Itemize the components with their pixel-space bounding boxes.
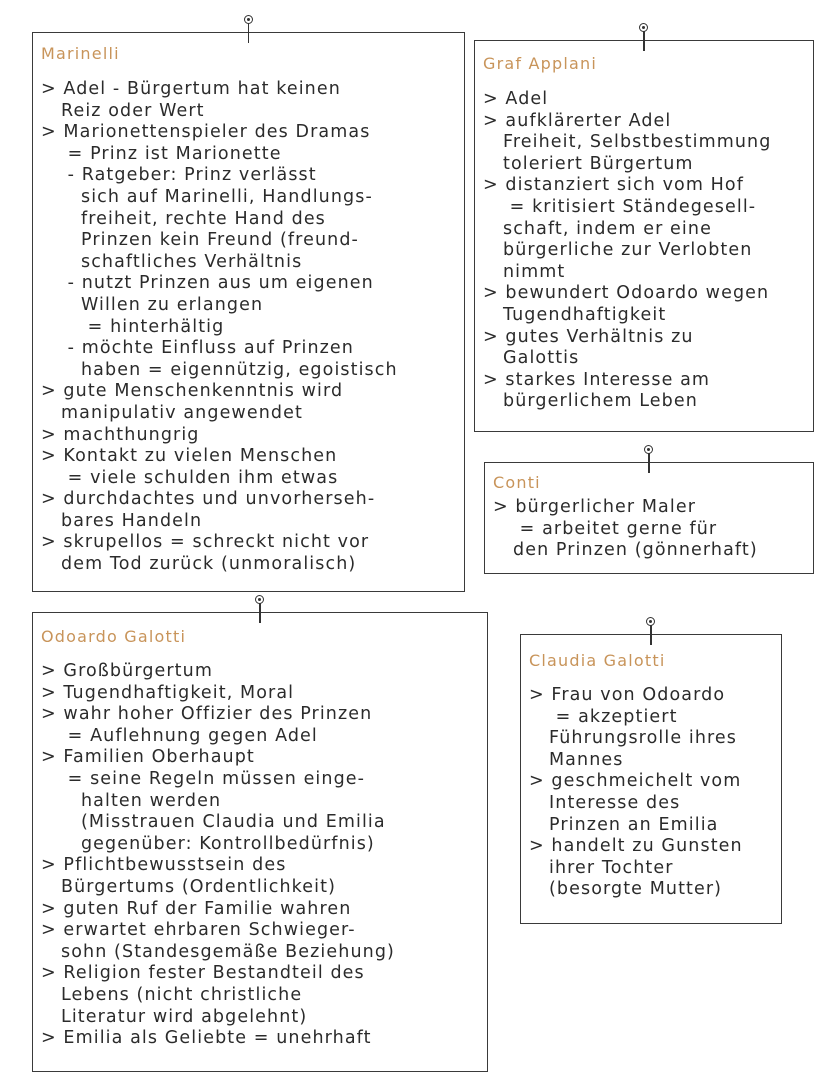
note-line: > Marionettenspieler des Dramas	[41, 122, 371, 143]
note-line: dem Tod zurück (unmoralisch)	[41, 554, 357, 575]
note-line: > Familien Oberhaupt	[41, 747, 255, 768]
note-line: > distanziert sich vom Hof	[483, 175, 744, 196]
note-line: > geschmeichelt vom	[529, 771, 742, 792]
note-line: Prinzen an Emilia	[529, 814, 719, 835]
note-line: > Frau von Odoardo	[529, 685, 726, 705]
note-line: sohn (Standesgemäße Beziehung)	[41, 941, 395, 962]
pin-icon	[254, 595, 266, 625]
note-line: schaftliches Verhältnis	[41, 251, 303, 272]
note-line: den Prinzen (gönnerhaft)	[493, 540, 758, 561]
note-line: = Auflehnung gegen Adel	[41, 725, 318, 746]
note-line: toleriert Bürgertum	[483, 153, 694, 174]
note-line: = seine Regeln müssen einge-	[41, 768, 366, 789]
note-line: bürgerlichem Leben	[483, 391, 698, 412]
note-lines	[41, 661, 483, 1050]
card-title: Marinelli	[41, 44, 120, 63]
pin-icon	[645, 617, 657, 647]
note-line: Bürgertums (Ordentlichkeit)	[41, 876, 337, 897]
card-conti	[484, 462, 814, 574]
note-line: manipulativ angewendet	[41, 402, 303, 423]
card-title: Odoardo Galotti	[41, 627, 187, 646]
note-line: halten werden	[41, 790, 222, 811]
note-line: > erwartet ehrbaren Schwieger-	[41, 920, 356, 941]
note-lines	[529, 685, 777, 901]
note-line: > gute Menschenkenntnis wird	[41, 381, 344, 402]
note-line: > bewundert Odoardo wegen	[483, 283, 770, 304]
note-line: > Religion fester Bestandteil des	[41, 963, 365, 984]
note-line: Mannes	[529, 749, 624, 770]
note-line: = viele schulden ihm etwas	[41, 467, 339, 488]
note-line: sich auf Marinelli, Handlungs-	[41, 186, 373, 207]
note-line: > guten Ruf der Familie wahren	[41, 898, 352, 919]
note-line: > Adel	[483, 89, 549, 109]
note-line: > Kontakt zu vielen Menschen	[41, 446, 338, 467]
note-line: > wahr hoher Offizier des Prinzen	[41, 704, 373, 725]
note-line: schaft, indem er eine	[483, 218, 712, 239]
note-line: - Ratgeber: Prinz verlässt	[41, 165, 317, 186]
note-line: > aufklärerter Adel	[483, 110, 672, 131]
note-line: > Pflichtbewusstsein des	[41, 855, 287, 876]
note-line: bürgerliche zur Verlobten	[483, 240, 753, 261]
note-line: > starkes Interesse am	[483, 369, 711, 390]
note-line: > machthungrig	[41, 424, 200, 445]
note-line: > Großbürgertum	[41, 661, 213, 681]
note-line: - möchte Einfluss auf Prinzen	[41, 338, 354, 359]
pin-icon	[643, 445, 655, 475]
note-line: (Misstrauen Claudia und Emilia	[41, 812, 386, 833]
note-line: (besorgte Mutter)	[529, 879, 723, 900]
note-line: ihrer Tochter	[529, 857, 674, 878]
note-line: > Adel - Bürgertum hat keinen	[41, 79, 341, 99]
note-line: Literatur wird abgelehnt)	[41, 1006, 308, 1027]
card-title: Graf Applani	[483, 54, 597, 73]
note-line: haben = eigennützig, egoistisch	[41, 359, 398, 380]
note-line: freiheit, rechte Hand des	[41, 208, 326, 229]
card-title: Claudia Galotti	[529, 651, 666, 670]
card-odoardo-galotti	[32, 612, 488, 1072]
card-graf-applani	[474, 40, 814, 432]
note-line: > Emilia als Geliebte = unehrhaft	[41, 1028, 372, 1049]
note-line: = hinterhältig	[41, 316, 225, 337]
note-line: = Prinz ist Marionette	[41, 143, 282, 164]
note-line: = akzeptiert	[529, 706, 678, 727]
note-line: Führungsrolle ihres	[529, 728, 738, 749]
note-line: Galottis	[483, 348, 580, 369]
note-lines	[493, 497, 809, 562]
note-line: = arbeitet gerne für	[493, 518, 718, 539]
note-line: = kritisiert Ständegesell-	[483, 196, 757, 217]
note-line: Lebens (nicht christliche	[41, 984, 303, 1005]
note-line: Interesse des	[529, 792, 681, 813]
card-title: Conti	[493, 473, 541, 492]
card-claudia-galotti	[520, 634, 782, 924]
pin-icon	[243, 15, 255, 45]
note-lines	[41, 79, 460, 576]
note-line: Freiheit, Selbstbestimmung	[483, 132, 772, 153]
note-line: gegenüber: Kontrollbedürfnis)	[41, 833, 375, 854]
note-line: > handelt zu Gunsten	[529, 836, 743, 857]
note-line: > durchdachtes und unvorherseh-	[41, 489, 376, 510]
note-line: > Tugendhaftigkeit, Moral	[41, 682, 295, 703]
note-line: Reiz oder Wert	[41, 100, 205, 121]
note-line: bares Handeln	[41, 510, 203, 531]
note-line: Tugendhaftigkeit	[483, 304, 667, 325]
note-line: - nutzt Prinzen aus um eigenen	[41, 273, 374, 294]
pin-icon	[638, 23, 650, 53]
note-line: > skrupellos = schreckt nicht vor	[41, 532, 370, 553]
note-line: nimmt	[483, 261, 566, 282]
note-line: Prinzen kein Freund (freund-	[41, 230, 359, 251]
note-line: Willen zu erlangen	[41, 294, 264, 315]
card-marinelli	[32, 32, 465, 592]
note-lines	[483, 89, 809, 413]
note-line: > gutes Verhältnis zu	[483, 326, 694, 347]
note-line: > bürgerlicher Maler	[493, 497, 696, 517]
